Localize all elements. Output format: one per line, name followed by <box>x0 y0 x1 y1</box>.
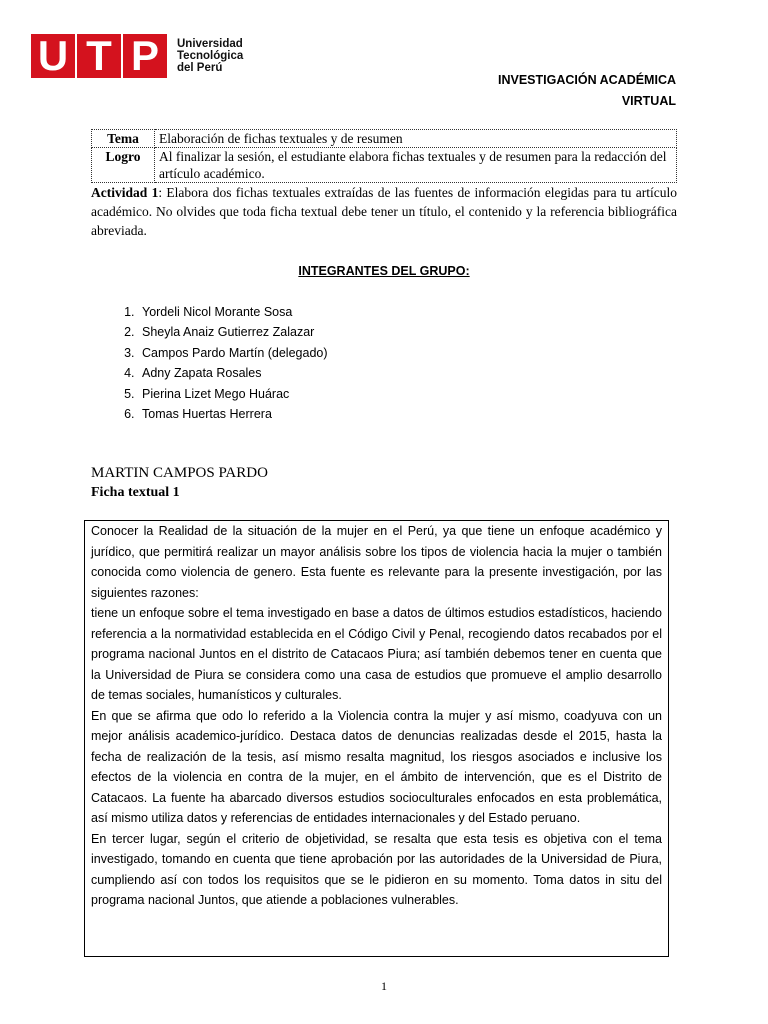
ficha-paragraph: En tercer lugar, según el criterio de objetividad, se resalta que esta tesis es objetiva con el tema investigado, tomando en cuenta que tiene aprobación por las autoridades de la Universidad de Piura, cumpliendo así con todos los requisitos que se le pidieron en su momento. Toma datos in situ del programa nacional Juntos, que atiende a poblaciones vulnerables. <box>91 831 662 907</box>
ficha-paragraph: Conocer la Realidad de la situación de la mujer en el Perú, ya que tiene un enfoque académico y jurídico, que permitirá realizar un mayor análisis sobre los tipos de violencia hacia la mujer o también conocida como violencia de genero. Esta fuente es relevante para la presente investigación, por las siguientes razones: <box>91 524 662 600</box>
course-title: INVESTIGACIÓN ACADÉMICA <box>497 73 676 87</box>
members-list <box>91 302 328 424</box>
info-table <box>91 129 677 183</box>
logro-label: Logro <box>92 148 155 183</box>
ficha-title: Ficha textual 1 <box>91 485 180 500</box>
page-number: 1 <box>381 979 387 993</box>
list-item: 3. Campos Pardo Martín (delegado) <box>138 343 328 363</box>
logro-value: Al finalizar la sesión, el estudiante elabora fichas textuales y de resumen para la redacción del artículo académico. <box>155 148 677 183</box>
tema-label: Tema <box>92 130 155 148</box>
list-item: 4. Adny Zapata Rosales <box>138 363 328 383</box>
logo-line-2: Tecnológica <box>177 50 244 62</box>
activity-text: : Elabora dos fichas textuales extraídas de las fuentes de información elegidas para tu artículo académico. No olvides que toda ficha textual debe tener un título, el contenido y la referencia bibliográfica abreviada. <box>91 185 677 238</box>
list-item: 2. Sheyla Anaiz Gutierrez Zalazar <box>138 322 328 342</box>
logo-wordmark <box>177 38 243 74</box>
logo-line-3: del Perú <box>177 62 223 74</box>
logo-line-1: Universidad <box>177 38 243 50</box>
list-item: 1. Yordeli Nicol Morante Sosa <box>138 302 328 322</box>
tema-value: Elaboración de fichas textuales y de resumen <box>155 130 677 148</box>
logo-letter-u: U <box>31 34 75 78</box>
utp-logo <box>31 34 243 78</box>
ficha-paragraph: En que se afirma que odo lo referido a la Violencia contra la mujer y así mismo, coadyuva con un mejor análisis academico-jurídico. Destaca datos de denuncias realizadas desde el 2015, hasta la fecha de realización de la tesis, así mismo resalta magnitud, los riesgos asociados e inclusive los efectos de la violencia en contra de la mujer, en el ámbito de intervención, que es el Distrito de Catacaos. La fuente ha abarcado diversos estudios socioculturales enfocados en esta problemática, así mismo utiliza datos y referencias de entidades internacionales y del Estado peruano. <box>91 708 662 825</box>
table-row <box>92 148 677 183</box>
course-header <box>498 70 676 112</box>
activity-label: Actividad 1 <box>91 185 159 200</box>
course-subtitle: VIRTUAL <box>621 94 676 108</box>
group-title: INTEGRANTES DEL GRUPO: <box>298 264 470 278</box>
logo-letter-p: P <box>123 34 167 78</box>
logo-letter-t: T <box>77 34 121 78</box>
activity-instructions <box>91 183 677 240</box>
author-name: MARTIN CAMPOS PARDO <box>91 465 268 481</box>
ficha-paragraph: tiene un enfoque sobre el tema investigado en base a datos de últimos estudios estadísticos, haciendo referencia a la normatividad establecida en el Código Civil y Penal, recogiendo datos recabados por el programa nacional Juntos en el distrito de Catacaos Piura; así también debemos tener en cuenta que la Universidad de Piura se considera como una casa de estudios que promueve el amplio desarrollo de temas sociales, humanísticos y culturales. <box>91 606 662 702</box>
list-item: 5. Pierina Lizet Mego Huárac <box>138 384 328 404</box>
ficha-content-box <box>84 520 669 957</box>
table-row <box>92 130 677 148</box>
list-item: 6. Tomas Huertas Herrera <box>138 404 328 424</box>
